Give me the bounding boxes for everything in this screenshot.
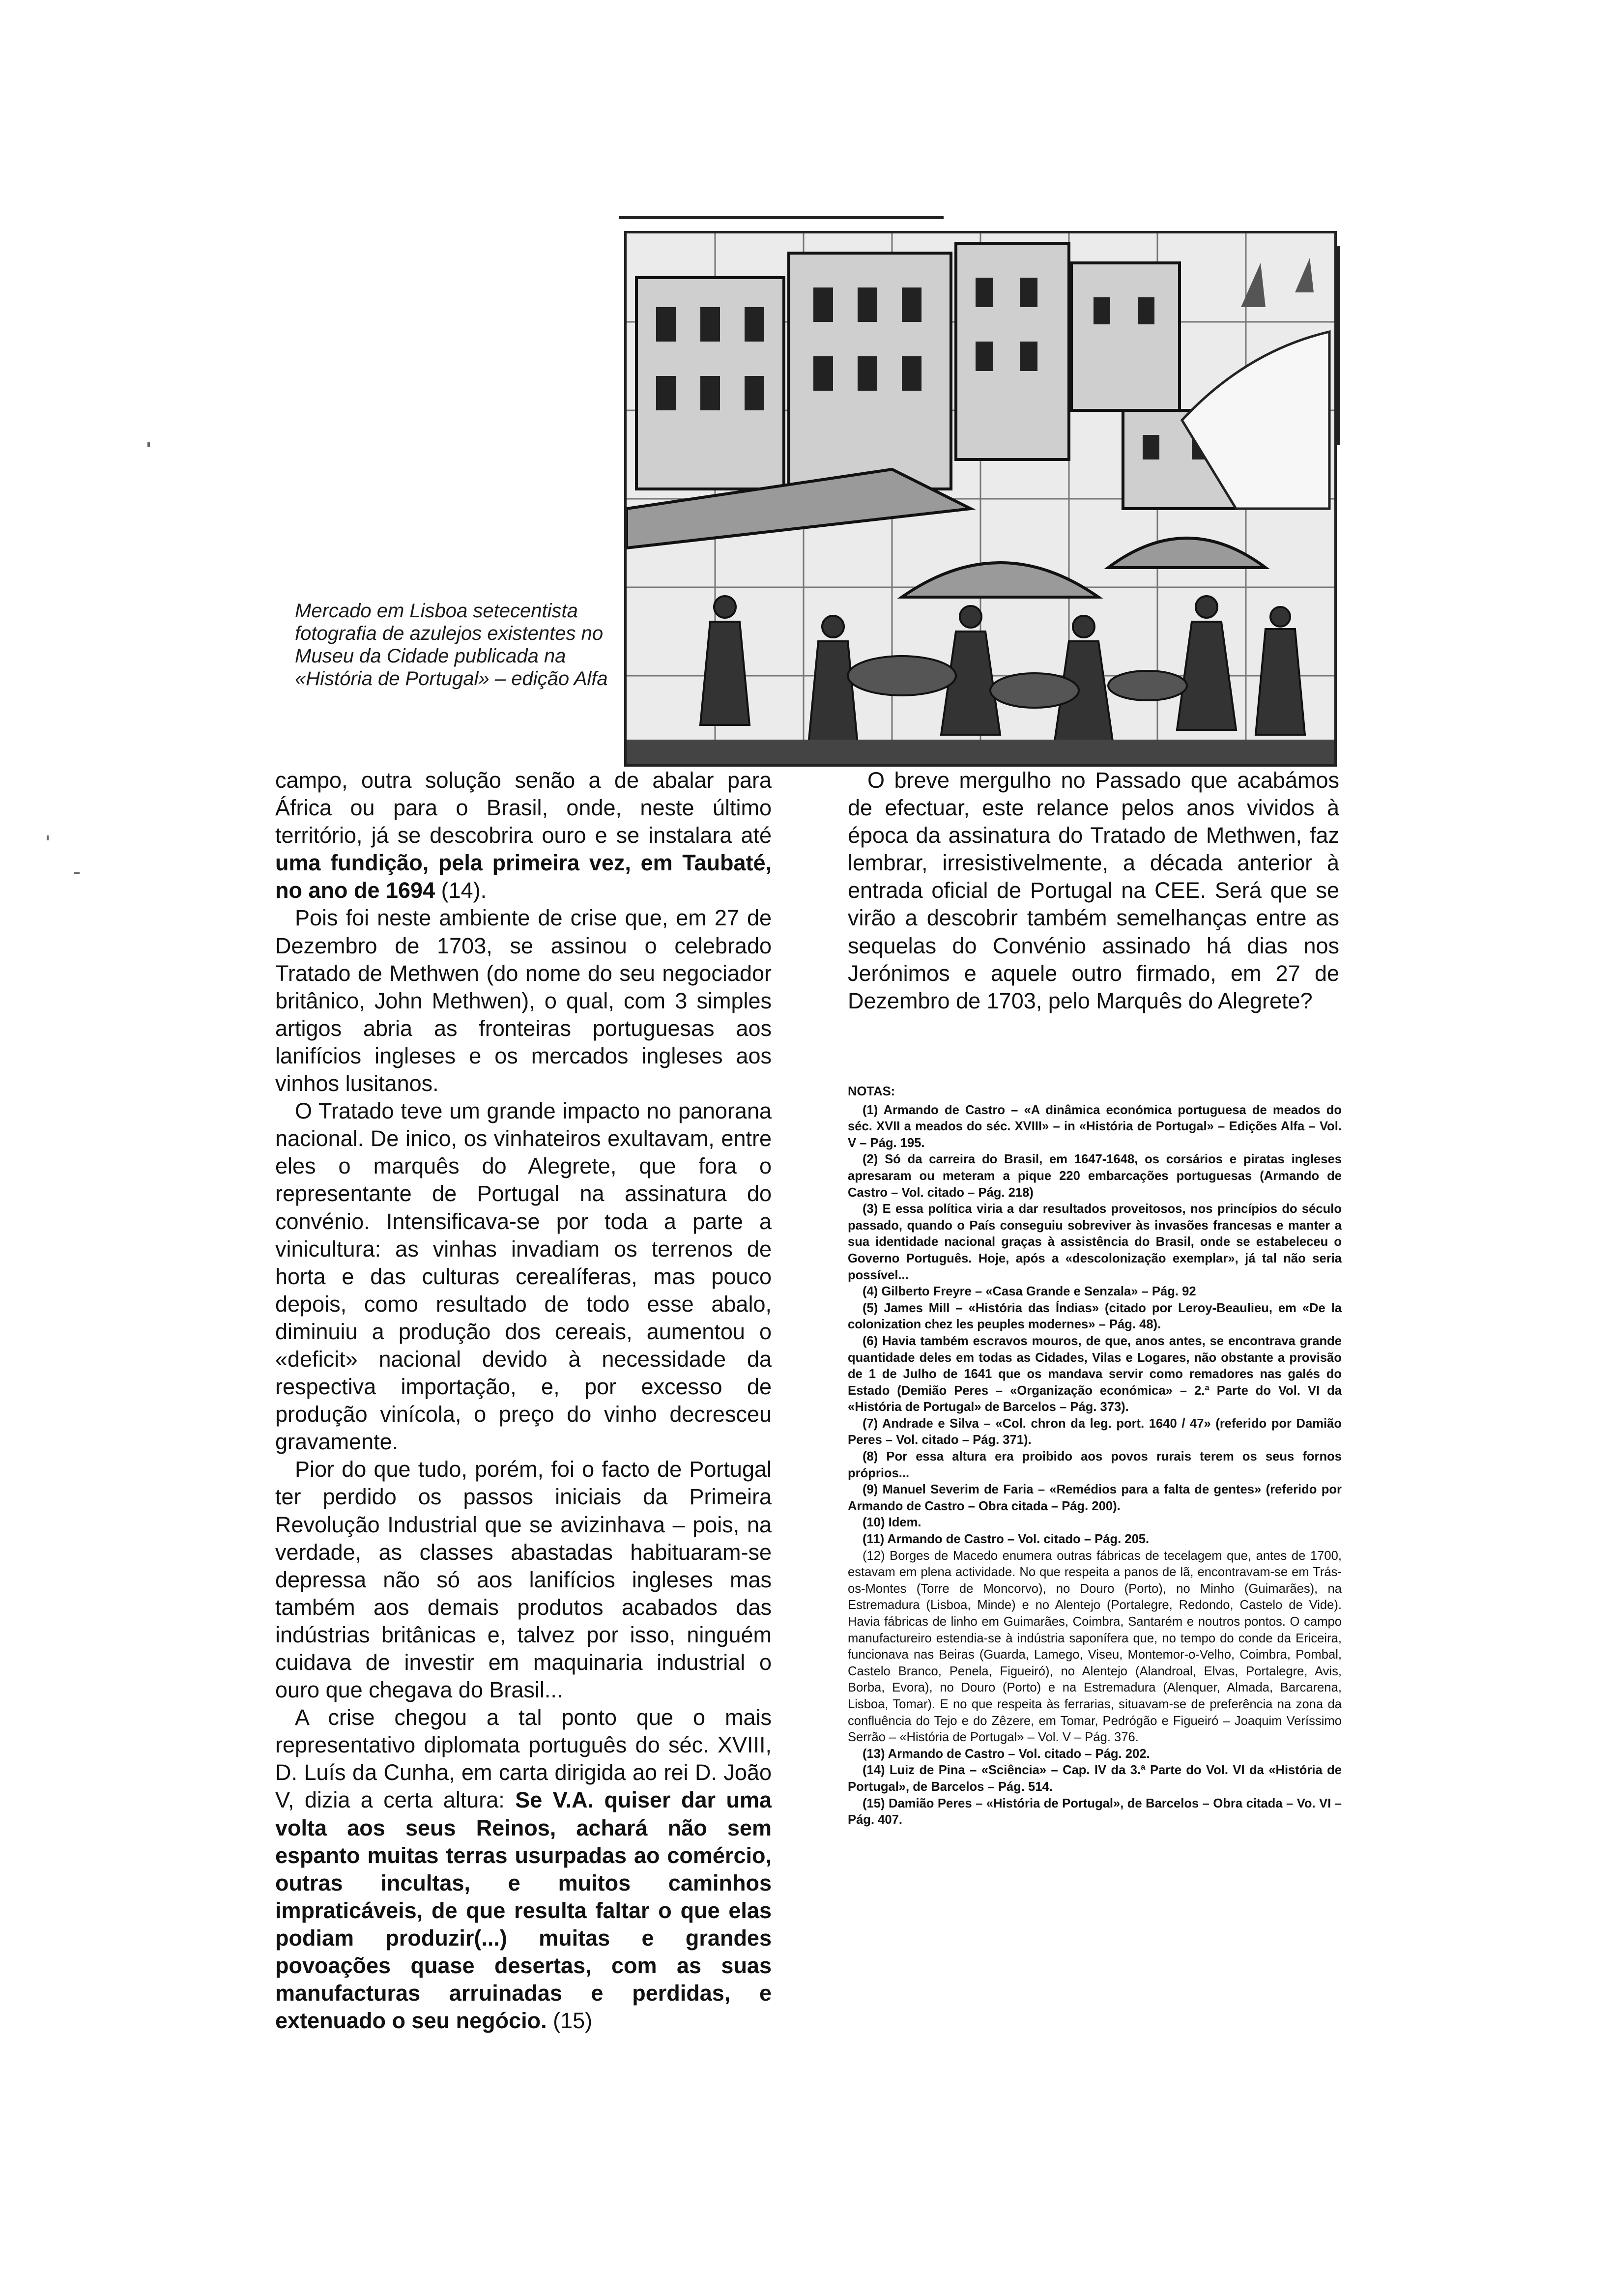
paragraph: Pois foi neste ambiente de crise que, em 27 de Dezembro de 1703, se assinou o celebrado Tratado de Methwen (do nome do seu negociador britânico, John Methwen), o qual, com 3 simples artigos abria as fronteiras portuguesas aos lanifícios ingleses e os mercados ingleses aos vinhos lusitanos. xyxy=(275,905,772,1096)
note: (8) Por essa altura era proibido aos povos rurais terem os seus fornos próprios... xyxy=(848,1450,1342,1480)
figure-top-rule xyxy=(619,216,944,219)
right-column xyxy=(848,767,1339,1015)
azulejo-market-photo xyxy=(624,231,1337,767)
paragraph: O Tratado teve um grande impacto no panorana nacional. De inico, os vinhateiros exultavam, entre eles o marquês do Alegrete, que fora o representante de Portugal na assinatura do convénio. Intensificava-se por toda a parte a vinicultura: as vinhas invadiam os terrenos de horta e das culturas cerealíferas, mas pouco depois, como resultado de todo esse abalo, diminuiu a produção dos cereais, aumentou o «deficit» nacional devido à necessidade da respectiva importação, e, por excesso de produção vinícola, o preço do vinho decresceu gravamente. xyxy=(275,1098,772,1455)
paragraph: O breve mergulho no Passado que acabámos de efectuar, este relance pelos anos vividos à época da assinatura do Tratado de Methwen, faz lembrar, irresistivelmente, a década anterior à entrada oficial de Portugal na CEE. Será que se virão a descobrir também semelhanças entre as sequelas do Convénio assinado há dias nos Jerónimos e aquele outro firmado, em 27 de Dezembro de 1703, pelo Marquês do Alegrete? xyxy=(848,768,1339,1013)
note: (2) Só da carreira do Brasil, em 1647-1648, os corsários e piratas ingleses apresaram ou meteram a pique 220 embarcações portuguesas (Armando de Castro – Vol. citado – Pág. 218) xyxy=(848,1152,1342,1200)
note: (14) Luiz de Pina – «Sciência» – Cap. IV da 3.ª Parte do Vol. VI da «História de Portugal», de Barcelos – Pág. 514. xyxy=(848,1763,1342,1794)
left-column xyxy=(275,767,772,2035)
note: (9) Manuel Severim de Faria – «Remédios para a falta de gentes» (referido por Armando de Castro – Obra citada – Pág. 200). xyxy=(848,1483,1342,1513)
scan-mark xyxy=(74,872,80,874)
azulejo-market-illustration xyxy=(627,233,1334,764)
note: (10) Idem. xyxy=(863,1516,921,1530)
note: (12) Borges de Macedo enumera outras fábricas de tecelagem que, antes de 1700, estavam em plena actividade. No que respeita a panos de lã, encontravam-se em Trás-os-Montes (Torre de Moncorvo), no Douro (Porto), no Minho (Guimarães), na Estremadura (Lisboa, Minde) e no Alentejo (Portalegre, Redondo, Castelo de Vide). Havia fábricas de linho em Guimarães, Coimbra, Santarém e noutros pontos. O campo manufactureiro estendia-se à indústria saponífera que, no tempo do conde da Ericeira, funcionava nas Beiras (Guarda, Lamego, Viseu, Montemor-o-Velho, Coimbra, Pombal, Castelo Branco, Penela, Figueiró), no Alentejo (Alandroal, Elvas, Portalegre, Avis, Borba, Evora), no Douro (Porto) e na Estremadura (Alenquer, Almada, Barcarena, Lisboa, Tomar). E no que respeita às ferrarias, situavam-se de preferência na zona da confluência do Tejo e do Zêzere, em Tomar, Pedrógão e Figueiró – Joaquim Veríssimo Serrão – «História de Portugal» – Vol. V – Pág. 376. xyxy=(848,1549,1342,1745)
paragraph: A crise chegou a tal ponto que o mais representativo diplomata português do séc. XVIII, D. Luís da Cunha, em carta dirigida ao rei D. João V, dizia a certa altura: Se V.A. quiser dar uma volta aos seus Reinos, achará não sem espanto muitas terras usurpadas ao comércio, outras incultas, e muitos caminhos impraticáveis, de que resulta faltar o que elas podiam produzir(...) muitas e grandes povoações quase desertas, com as suas manufacturas arruinadas e perdidas, e extenuado o seu negócio. (15) xyxy=(275,1705,772,2034)
note: (5) James Mill – «História das Índias» (citado por Leroy-Beaulieu, em «De la colonization chez les peuples modernes» – Pág. 48). xyxy=(848,1301,1342,1332)
note: (11) Armando de Castro – Vol. citado – Pág. 205. xyxy=(863,1532,1150,1547)
paragraph: campo, outra solução senão a de abalar para África ou para o Brasil, onde, neste último território, já se descobrira ouro e se instalara até uma fundição, pela primeira vez, em Taubaté, no ano de 1694 (14). xyxy=(275,768,772,903)
notes-section xyxy=(848,1084,1342,1829)
note: (3) E essa política viria a dar resultados proveitosos, nos princípios do século passado, quando o País conseguiu sobreviver às invasões francesas e manter a sua identidade nacional graças à assistência do Brasil, onde se estabeleceu o Governo Português. Hoje, após a «descolonização exemplar», já tal não seria possível... xyxy=(848,1202,1342,1282)
paragraph: Pior do que tudo, porém, foi o facto de Portugal ter perdido os passos iniciais da Primeira Revolução Industrial que se avizinhava – pois, na verdade, as classes abastadas habituaram-se depressa não só aos lanifícios ingleses mas também aos demais produtos acabados das indústrias britânicas e, talvez por isso, ninguém cuidava de investir em maquinaria industrial o ouro que chegava do Brasil... xyxy=(275,1457,772,1703)
note: (15) Damião Peres – «História de Portugal», de Barcelos – Obra citada – Vo. VI – Pág. 407. xyxy=(848,1796,1342,1827)
note: (4) Gilberto Freyre – «Casa Grande e Senzala» – Pág. 92 xyxy=(863,1285,1196,1299)
scan-mark xyxy=(47,835,49,840)
emphasis: uma fundição, pela primeira vez, em Taubaté, no ano de 1694 xyxy=(275,850,772,903)
figure-caption: Mercado em Lisboa setecentista fotografia de azulejos existentes no Museu da Cidade publicada na «História de Portugal» – edição Alfa xyxy=(295,600,608,689)
quotation: Se V.A. quiser dar uma volta aos seus Reinos, achará não sem espanto muitas terras usurpadas ao comércio, outras incultas, e muitos caminhos impraticáveis, de que resulta faltar o que elas podiam produzir(...) muitas e grandes povoações quase desertas, com as suas manufacturas arruinadas e perdidas, e extenuado o seu negócio. xyxy=(275,1787,772,2034)
notes-heading: NOTAS: xyxy=(848,1085,895,1098)
scan-mark xyxy=(147,442,150,447)
note: (6) Havia também escravos mouros, de que, anos antes, se encontrava grande quantidade deles em todas as Cidades, Vilas e Logares, não obstante a provisão de 1 de Julho de 1641 que os mandava servir como remadores nas galés do Estado (Demião Peres – «Organização económica» – 2.ª Parte do Vol. VI da «História de Portugal» de Barcelos – Pág. 373). xyxy=(848,1334,1342,1414)
note: (13) Armando de Castro – Vol. citado – Pág. 202. xyxy=(863,1747,1150,1761)
note: (1) Armando de Castro – «A dinâmica económica portuguesa de meados do séc. XVII a meados do séc. XVIII» – in «História de Portugal» – Edições Alfa – Vol. V – Pág. 195. xyxy=(848,1103,1342,1150)
note: (7) Andrade e Silva – «Col. chron da leg. port. 1640 / 47» (referido por Damião Peres – Vol. citado – Pág. 371). xyxy=(848,1416,1342,1447)
